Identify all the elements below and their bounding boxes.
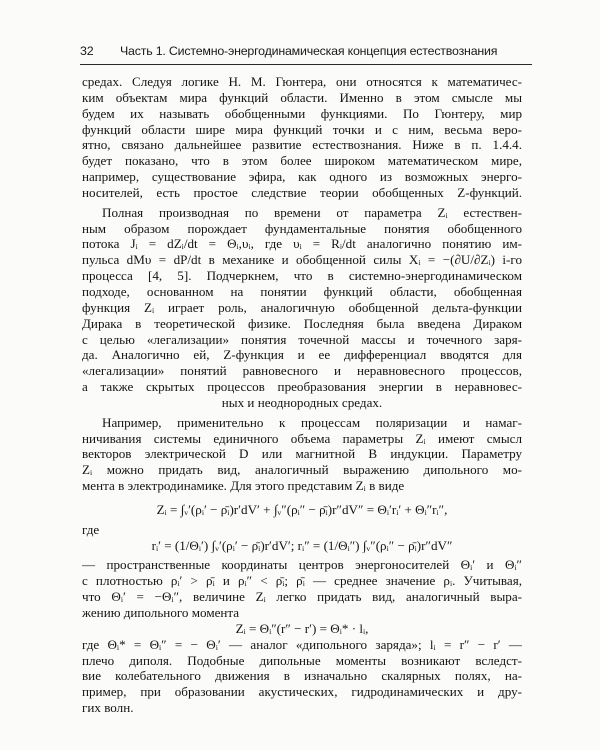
text-line: ных и неоднородных средах. xyxy=(221,394,383,410)
equation: Zᵢ = Θᵢ″(r″ − r′) = Θᵢ* · lᵢ, xyxy=(235,620,369,636)
page-number: 32 xyxy=(80,44,94,58)
equation: Zᵢ = ∫ᵥ′(ρᵢ′ − ρ̄ᵢ)r′dV′ + ∫ᵥ″(ρᵢ″ − ρ̄ᵢ)r″dV″ = Θᵢ′rᵢ′ + Θᵢ″rᵢ″, xyxy=(156,501,448,517)
text-line: процесса [4, 5]. Подчеркнем, что в системно-энергодинамическом xyxy=(82,268,522,284)
text-line: ничивания системы единичного объема параметры Zᵢ имеют смысл xyxy=(82,430,522,446)
text-line: ятно, связано дальнейшее развитие естествознания. Ниже в п. 1.4.4. xyxy=(82,137,522,153)
text-line: Например, применительно к процессам поляризации и намаг- xyxy=(102,414,522,430)
text-line: жению дипольного момента xyxy=(82,605,240,620)
header-rule xyxy=(80,64,532,65)
text-line: ным образом порождает фундаментальные понятия обобщенного xyxy=(82,220,522,236)
running-header xyxy=(80,44,530,58)
equation: rᵢ′ = (1/Θᵢ′) ∫ᵥ′(ρᵢ′ − ρ̄ᵢ)r′dV′; rᵢ″ = (1/Θᵢ″) ∫ᵥ″(ρᵢ″ − ρ̄ᵢ)r″dV″ xyxy=(151,537,453,553)
text-line: да. Аналогично ей, Z-функция и ее дифференциал вводятся для xyxy=(82,347,522,363)
equation-gap xyxy=(82,494,522,502)
text-line: где xyxy=(82,521,100,537)
text-line: функций области шире мира функций точки и с ним, весьма веро- xyxy=(82,121,522,137)
text-line: с плотностью ρᵢ′ > ρ̄ᵢ и ρᵢ″ < ρ̄ᵢ; ρ̄ᵢ — среднее значение ρᵢ. Учитывая, xyxy=(82,573,522,589)
running-title: Часть 1. Системно-энергодинамическая концепция естествознания xyxy=(120,44,498,58)
text-line: Полная производная по времени от параметра Zᵢ естествен- xyxy=(102,204,522,220)
text-line: будем их называть обобщенными функциями. По Гюнтеру, мир xyxy=(82,105,522,121)
text-line: функция Zᵢ играет роль, аналогичную обобщенной дельта-функции xyxy=(82,299,522,315)
text-line: а также скрытых процессов преобразования энергии в неравновес- xyxy=(82,379,522,395)
text-line: Zᵢ можно придать вид, аналогичный выражению дипольного мо- xyxy=(82,462,522,478)
text-line: мента в электродинамике. Для этого представим Zᵢ в виде xyxy=(82,478,405,494)
text-line: будет показано, что в этом более широком математическом мире, xyxy=(82,153,522,169)
text-line: плечо диполя. Подобные дипольные моменты возникают вследст- xyxy=(82,652,522,668)
text-line: Дирака в теоретической физике. Последняя была введена Дираком xyxy=(82,315,522,331)
text-line: с целью «легализации» понятия точечной массы и точечного заря- xyxy=(82,331,522,347)
text-line: вие колебательного движения в изначально скалярных полях, на- xyxy=(82,668,522,684)
text-line: носителей, есть простое следствие теории обобщенных Z-функций. xyxy=(82,184,522,200)
text-line: гих волн. xyxy=(82,700,134,716)
text-line: — пространственные координаты центров энергоносителей Θᵢ′ и Θᵢ″ xyxy=(82,557,522,573)
text-line: что Θᵢ′ = −Θᵢ″, величине Zᵢ легко придать вид, аналогичный выра- xyxy=(82,589,522,605)
text-line: например, существование эфира, как одного из возможных энерго- xyxy=(82,169,522,185)
text-line: где Θᵢ* = Θᵢ″ = − Θᵢ′ — аналог «дипольного заряда»; lᵢ = r″ − r′ — xyxy=(82,636,522,652)
text-line: подходе, основанном на понятии функций области, обобщенная xyxy=(82,283,522,299)
text-line: ким объектам мира функций области. Именно в этом смысле мы xyxy=(82,89,522,105)
text-line: пример, при образовании акустических, гидродинамических и дру- xyxy=(82,684,522,700)
text-line: пульса dMυ = dP/dt в механике и обобщенной силы Xᵢ = −(∂U/∂Zᵢ) i-го xyxy=(82,252,522,268)
page-body xyxy=(82,74,522,716)
text-line: потока Jᵢ = dZᵢ/dt = Θᵢ,υᵢ, где υᵢ = Rᵢ/dt аналогично понятию им- xyxy=(82,236,522,252)
text-line: средах. Следуя логике Н. М. Гюнтера, они относятся к математичес- xyxy=(82,74,522,89)
text-line: векторов электрической D или магнитной B индукции. Параметру xyxy=(82,446,522,462)
text-line: «легализации» понятий равновесного и неравновесного процессов, xyxy=(82,363,522,379)
